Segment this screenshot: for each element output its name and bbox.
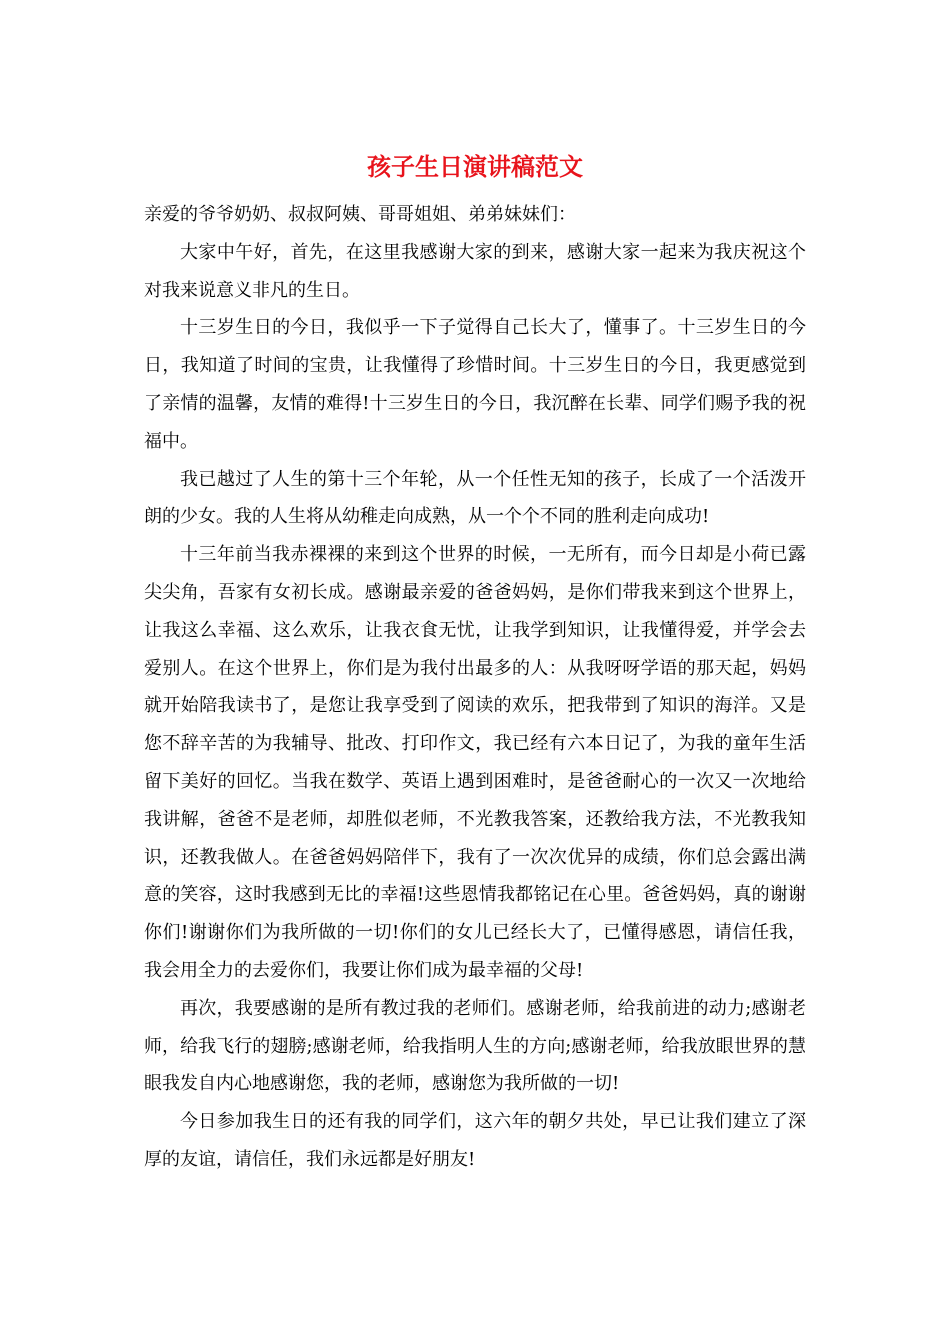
paragraph-4: 十三年前当我赤裸裸的来到这个世界的时候，一无所有，而今日却是小荷已露尖尖角，吾家有女初长成。感谢最亲爱的爸爸妈妈，是你们带我来到这个世界上，让我这么幸福、这么欢乐，让我衣食无忧，让我学到知识，让我懂得爱，并学会去爱别人。在这个世界上，你们是为我付出最多的人：从我呀呀学语的那天起，妈妈就开始陪我读书了，是您让我享受到了阅读的欢乐，把我带到了知识的海洋。又是您不辞辛苦的为我辅导、批改、打印作文，我已经有六本日记了，为我的童年生活留下美好的回忆。当我在数学、英语上遇到困难时，是爸爸耐心的一次又一次地给我讲解，爸爸不是老师，却胜似老师，不光教我答案，还教给我方法，不光教我知识，还教我做人。在爸爸妈妈陪伴下，我有了一次次优异的成绩，你们总会露出满意的笑容，这时我感到无比的幸福!这些恩情我都铭记在心里。爸爸妈妈，真的谢谢你们!谢谢你们为我所做的一切!你们的女儿已经长大了，已懂得感恩，请信任我，我会用全力的去爱你们，我要让你们成为最幸福的父母! — [144, 544, 806, 981]
paragraph-3: 我已越过了人生的第十三个年轮，从一个任性无知的孩子，长成了一个活泼开朗的少女。我的人生将从幼稚走向成熟，从一个个不同的胜利走向成功! — [144, 468, 806, 528]
document-body — [144, 196, 806, 1179]
paragraph-2: 十三岁生日的今日，我似乎一下子觉得自己长大了，懂事了。十三岁生日的今日，我知道了时间的宝贵，让我懂得了珍惜时间。十三岁生日的今日，我更感觉到了亲情的温馨，友情的难得!十三岁生日的今日，我沉醉在长辈、同学们赐予我的祝福中。 — [144, 317, 806, 452]
paragraph-5: 再次，我要感谢的是所有教过我的老师们。感谢老师，给我前进的动力;感谢老师，给我飞行的翅膀;感谢老师，给我指明人生的方向;感谢老师，给我放眼世界的慧眼我发自内心地感谢您，我的老师，感谢您为我所做的一切! — [144, 997, 806, 1095]
paragraph-6: 今日参加我生日的还有我的同学们，这六年的朝夕共处，早已让我们建立了深厚的友谊，请信任，我们永远都是好朋友! — [144, 1111, 806, 1170]
salutation: 亲爱的爷爷奶奶、叔叔阿姨、哥哥姐姐、弟弟妹妹们： — [144, 204, 576, 225]
paragraph-1: 大家中午好，首先，在这里我感谢大家的到来，感谢大家一起来为我庆祝这个对我来说意义非凡的生日。 — [144, 241, 806, 301]
document-title: 孩子生日演讲稿范文 — [367, 152, 583, 181]
